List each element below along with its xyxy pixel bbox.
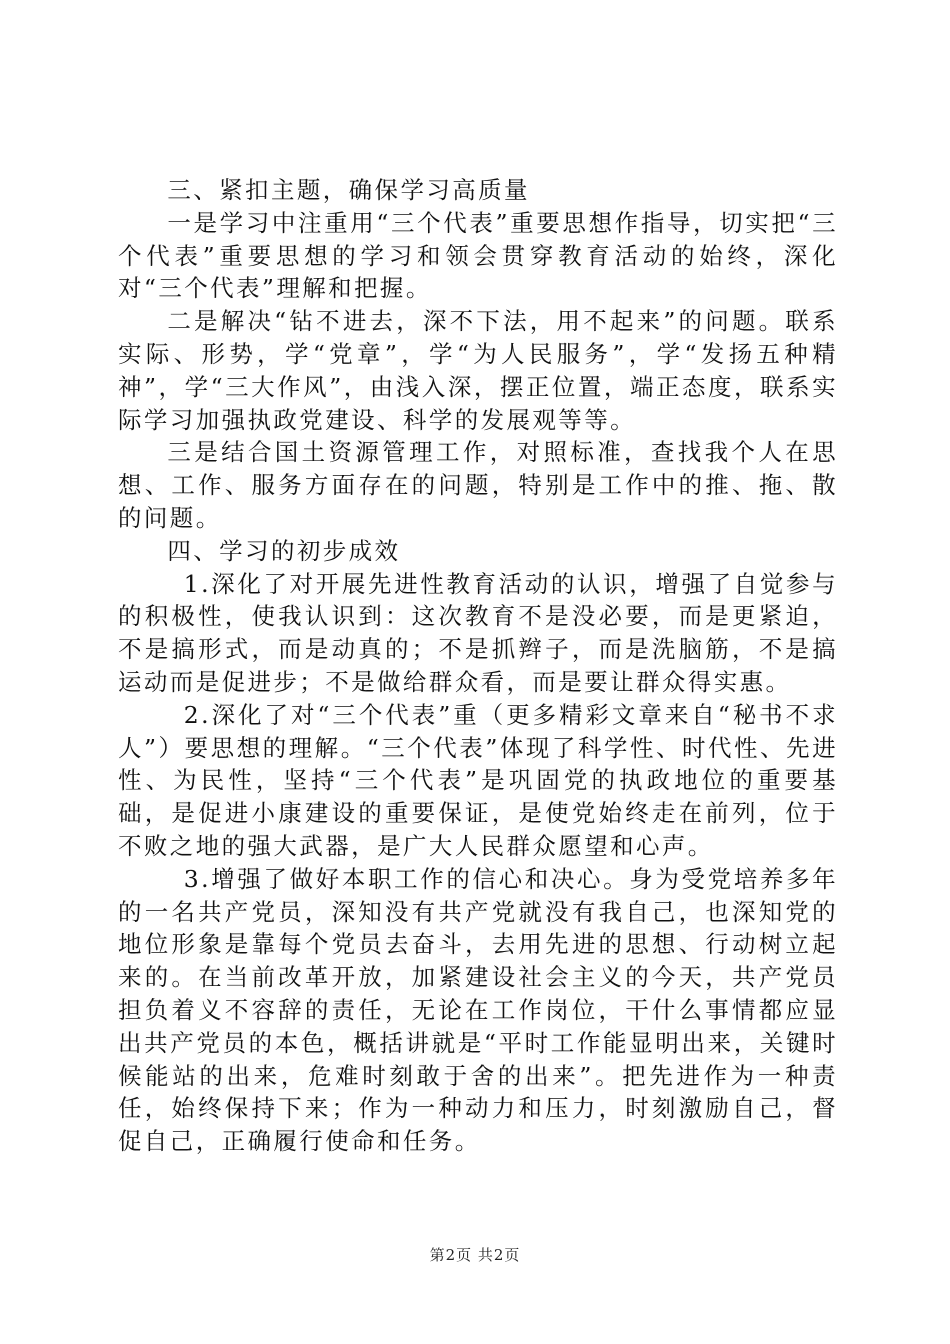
paragraph-point-one: 一是学习中注重用“三个代表”重要思想作指导，切实把“三个代表”重要思想的学习和领会贯穿教育活动的始终，深化对“三个代表”理解和把握。 [118,208,838,303]
page-footer: 第2页 共2页 [429,1246,521,1264]
section-heading-four: 四、学习的初步成效 [167,536,401,565]
paragraph-point-three: 三是结合国土资源管理工作，对照标准，查找我个人在思想、工作、服务方面存在的问题，特别是工作中的推、拖、散的问题。 [118,438,838,532]
numbered-paragraph-2: 2.深化了对“三个代表”重（更多精彩文章来自“秘书不求人”）要思想的理解。“三个代表”体现了科学性、时代性、先进性、为民性，坚持“三个代表”是巩固党的执政地位的重要基础，是促进小康建设的重要保证，是使党始终走在前列，位于不败之地的强大武器，是广大人民群众愿望和心声。 [118,700,838,860]
numbered-paragraph-1: 1.深化了对开展先进性教育活动的认识，增强了自觉参与的积极性，使我认识到：这次教育不是没必要，而是更紧迫，不是搞形式，而是动真的；不是抓辫子，而是洗脑筋，不是搞运动而是促进步；不是做给群众看，而是要让群众得实惠。 [118,569,838,696]
paragraph-point-two: 二是解决“钻不进去，深不下法，用不起来”的问题。联系实际、形势，学“党章”，学“为人民服务”，学“发扬五种精神”，学“三大作风”，由浅入深，摆正位置，端正态度，联系实际学习加强执政党建设、科学的发展观等等。 [118,307,838,434]
numbered-paragraph-3: 3.增强了做好本职工作的信心和决心。身为受党培养多年的一名共产党员，深知没有共产党就没有我自己，也深知党的地位形象是靠每个党员去奋斗，去用先进的思想、行动树立起来的。在当前改革开放，加紧建设社会主义的今天，共产党员担负着义不容辞的责任，无论在工作岗位，干什么事情都应显出共产党员的本色，概括讲就是“平时工作能显明出来，关键时候能站的出来，危难时刻敢于舍的出来”。把先进作为一种责任，始终保持下来；作为一种动力和压力，时刻激励自己，督促自己，正确履行使命和任务。 [118,864,838,1156]
document-body [118,174,838,1158]
section-heading-three: 三、紧扣主题，确保学习高质量 [167,176,530,204]
